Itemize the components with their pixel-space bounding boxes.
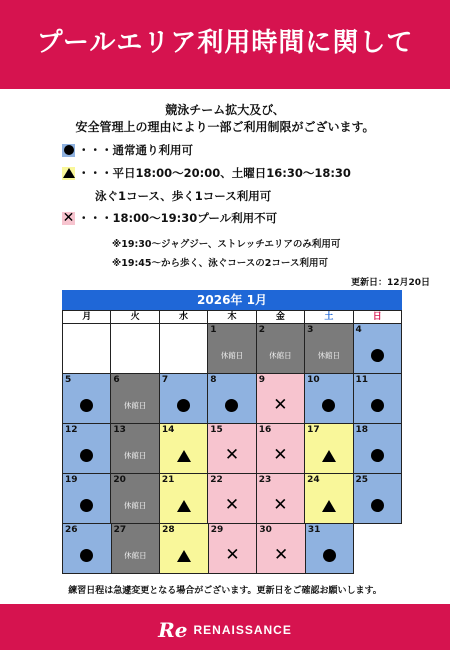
day-number: 10 — [307, 375, 320, 385]
calendar-week — [62, 374, 402, 424]
day-number: 18 — [355, 425, 369, 435]
day-number: 21 — [161, 475, 175, 485]
calendar-day-cell — [354, 324, 402, 374]
footer-note: 練習日程は急遽変更となる場合がございます。更新日をご確認お願いします。 — [68, 586, 382, 596]
legend-triangle-sub: 泳ぐ1コース、歩く1コース利用可 — [95, 189, 272, 203]
day-number: 31 — [307, 525, 321, 535]
legend-triangle-text: ・・・平日18:00～20:00、土曜日16:30～18:30 — [78, 166, 351, 180]
day-number: 3 — [307, 325, 314, 335]
calendar-day-cell — [257, 474, 305, 524]
day-number: 30 — [259, 525, 272, 535]
calendar-day-cell — [62, 474, 111, 524]
triangle-icon — [62, 167, 75, 180]
day-number: 4 — [355, 325, 362, 335]
day-head-fri: 金 — [257, 310, 305, 324]
calendar-day-cell — [160, 374, 208, 424]
x-icon: ✕ — [224, 445, 240, 465]
circle-icon — [225, 399, 238, 412]
legend-circle — [62, 142, 193, 158]
calendar-day-cell — [111, 424, 159, 474]
triangle-icon — [322, 500, 336, 512]
calendar-day-cell — [305, 324, 353, 374]
day-number: 8 — [210, 375, 217, 385]
calendar-day-cell — [111, 374, 159, 424]
legend-x — [62, 210, 277, 226]
x-icon: ✕ — [225, 545, 240, 565]
calendar-day-cell — [160, 324, 208, 374]
day-number: 17 — [307, 425, 320, 435]
day-number: 24 — [307, 475, 320, 485]
day-number: 2 — [258, 325, 265, 335]
day-head-thu: 木 — [208, 310, 256, 324]
triangle-icon — [322, 450, 336, 462]
calendar-day-cell — [354, 524, 402, 573]
closed-label: 休館日 — [123, 501, 147, 510]
calendar-day-cell — [160, 474, 208, 524]
day-number: 25 — [355, 475, 369, 485]
x-icon: ✕ — [273, 545, 289, 565]
day-head-wed: 水 — [160, 310, 208, 324]
intro-line-1: 競泳チーム拡大及び、 — [165, 103, 285, 117]
circle-icon — [322, 399, 335, 412]
day-head-mon: 月 — [62, 310, 111, 324]
day-number: 5 — [65, 375, 72, 385]
calendar-day-cell — [62, 424, 111, 474]
logo-mark: Re — [158, 618, 188, 642]
day-number: 12 — [65, 425, 78, 435]
calendar-day-cell — [62, 524, 112, 574]
calendar-day-cell — [354, 374, 402, 424]
day-number: 14 — [161, 425, 175, 435]
day-head-sat: 土 — [305, 310, 353, 324]
closed-label: 休館日 — [123, 451, 147, 460]
calendar-day-cell — [257, 424, 305, 474]
day-number: 16 — [258, 425, 272, 435]
circle-icon — [177, 399, 190, 412]
triangle-icon — [177, 500, 191, 512]
calendar-grid — [62, 324, 402, 574]
calendar-day-cell — [209, 524, 258, 574]
calendar-week — [62, 524, 402, 574]
day-number: 9 — [258, 375, 265, 385]
calendar-week — [62, 324, 402, 374]
calendar-day-cell — [111, 474, 159, 524]
circle-icon — [371, 499, 384, 512]
calendar-week — [62, 424, 402, 474]
day-head-tue: 火 — [111, 310, 159, 324]
day-number: 11 — [355, 375, 369, 385]
day-number: 22 — [210, 475, 223, 485]
triangle-icon — [177, 450, 191, 462]
day-number: 1 — [210, 325, 217, 335]
day-number: 27 — [113, 525, 127, 535]
circle-icon — [323, 549, 336, 562]
closed-label: 休館日 — [317, 351, 341, 360]
calendar-day-cell — [208, 324, 256, 374]
circle-icon — [371, 349, 384, 362]
calendar-day-cell — [111, 324, 159, 374]
note-1: ※19:30～ジャグジー、ストレッチエリアのみ利用可 — [112, 239, 341, 250]
legend-circle-text: ・・・通常通り利用可 — [78, 143, 193, 157]
legend-x-text: ・・・18:00～19:30プール利用不可 — [78, 211, 278, 225]
circle-icon — [80, 499, 93, 512]
calendar-day-cell — [62, 374, 111, 424]
day-number: 23 — [258, 475, 272, 485]
intro-line-2: 安全管理上の理由により一部ご利用制限がございます。 — [75, 120, 375, 134]
updated-date: 更新日：12月20日 — [350, 278, 430, 288]
day-number: 13 — [113, 425, 126, 435]
day-number: 20 — [113, 475, 126, 485]
calendar-day-cell — [160, 424, 208, 474]
calendar-day-cell — [208, 374, 256, 424]
day-number: 28 — [162, 525, 175, 535]
day-number: 19 — [65, 475, 78, 485]
triangle-icon — [177, 550, 191, 562]
closed-label: 休館日 — [220, 351, 244, 360]
circle-icon — [80, 399, 93, 412]
circle-icon — [80, 549, 93, 562]
day-number: 7 — [161, 375, 169, 385]
closed-label: 休館日 — [123, 401, 147, 410]
closed-label: 休館日 — [124, 551, 147, 560]
calendar-month-label: 2026年 1月 — [62, 290, 402, 310]
calendar-day-cell — [160, 524, 209, 574]
x-icon: ✕ — [62, 209, 75, 226]
x-icon: ✕ — [273, 495, 288, 515]
circle-icon — [80, 449, 93, 462]
day-number: 29 — [210, 525, 224, 535]
note-2: ※19:45～から歩く、泳ぐコースの2コース利用可 — [112, 258, 328, 269]
calendar-day-cell — [257, 324, 305, 374]
x-icon: ✕ — [273, 445, 288, 465]
circle-icon — [62, 144, 75, 157]
page-title: プールエリア利用時間に関して — [36, 28, 414, 58]
calendar-day-cell — [305, 424, 353, 474]
calendar-day-cell — [62, 324, 111, 374]
day-number: 6 — [113, 375, 120, 385]
calendar-day-cell — [306, 524, 355, 574]
calendar-day-cell — [257, 374, 305, 424]
renaissance-logo — [0, 618, 450, 642]
day-number: 15 — [210, 425, 223, 435]
day-head-sun: 日 — [354, 310, 402, 324]
x-icon: ✕ — [273, 395, 288, 415]
x-icon: ✕ — [224, 495, 240, 515]
legend-triangle — [62, 165, 351, 181]
circle-icon — [371, 399, 384, 412]
logo-text: RENAISSANCE — [193, 623, 292, 637]
closed-label: 休館日 — [269, 351, 292, 360]
calendar-day-cell — [354, 474, 402, 524]
day-header-row — [62, 310, 402, 324]
circle-icon — [371, 449, 384, 462]
calendar-day-cell — [305, 374, 353, 424]
calendar-day-cell — [354, 424, 402, 474]
calendar-day-cell — [257, 524, 306, 574]
calendar-week — [62, 474, 402, 524]
calendar-day-cell — [305, 474, 353, 524]
day-number: 26 — [65, 525, 78, 535]
calendar-day-cell — [208, 474, 256, 524]
calendar-day-cell — [112, 524, 161, 574]
calendar-day-cell — [208, 424, 256, 474]
